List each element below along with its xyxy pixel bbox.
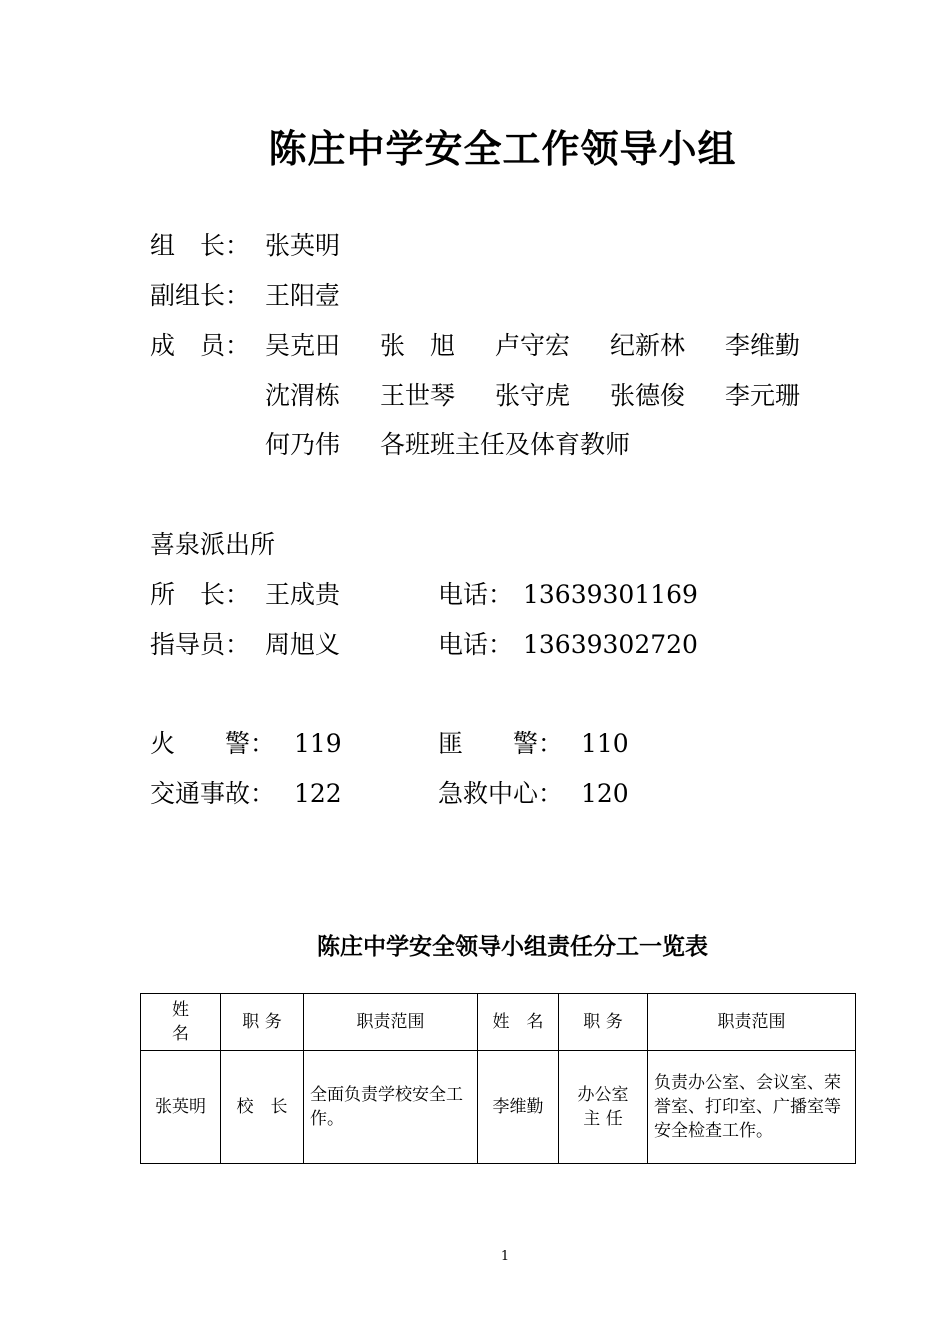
header-position-2: 职 务: [583, 1012, 623, 1032]
page-number: 1: [500, 1249, 510, 1264]
person-scope-2: 负责办公室、会议室、荣誉室、打印室、广播室等安全检查工作。: [654, 1073, 841, 1141]
table-row: [141, 1051, 856, 1164]
leader-name: 张英明: [265, 231, 341, 260]
header-name-2: 姓 名: [492, 1012, 544, 1032]
instructor-name: 周旭义: [265, 630, 341, 659]
person-position-2: 办公室 主 任: [577, 1085, 629, 1129]
first-aid-number: 120: [581, 779, 629, 808]
table-cell: [221, 1051, 304, 1164]
table-cell: [648, 1051, 856, 1164]
person-name-2: 李维勤: [492, 1097, 544, 1117]
police-station-name: 喜泉派出所: [150, 530, 276, 559]
header-cell: [304, 994, 478, 1051]
traffic-label: 交通事故：: [150, 779, 276, 808]
table-cell: [559, 1051, 648, 1164]
members-label: 成 员：: [150, 331, 251, 360]
member-name: 李维勤: [725, 331, 801, 360]
instructor-label: 指导员：: [150, 630, 251, 659]
bandit-label: 匪 警：: [438, 729, 564, 758]
header-position: 职 务: [242, 1012, 282, 1032]
person-scope: 全面负责学校安全工作。: [310, 1085, 463, 1129]
member-name: 沈渭栋: [265, 381, 341, 410]
deputy-name: 王阳壹: [265, 281, 341, 310]
header-scope: 职责范围: [356, 1012, 425, 1032]
fire-number: 119: [294, 729, 342, 758]
member-name: 张守虎: [495, 381, 571, 410]
table-cell: [141, 1051, 221, 1164]
table-cell: [478, 1051, 559, 1164]
header-cell: [141, 994, 221, 1051]
header-name: 姓 名: [172, 1000, 189, 1044]
member-name: 王世琴: [380, 381, 456, 410]
leader-label: 组 长：: [150, 231, 251, 260]
member-name: 吴克田: [265, 331, 341, 360]
header-scope-2: 职责范围: [717, 1012, 786, 1032]
member-name: 纪新林: [610, 331, 686, 360]
member-name: 张德俊: [610, 381, 686, 410]
member-note: 各班班主任及体育教师: [380, 430, 631, 459]
member-name: 张 旭: [380, 331, 456, 360]
bandit-number: 110: [581, 729, 629, 758]
member-name: 卢守宏: [495, 331, 571, 360]
chief-phone: 13639301169: [523, 580, 698, 609]
header-cell: [559, 994, 648, 1051]
chief-name: 王成贵: [265, 580, 341, 609]
person-name: 张英明: [155, 1097, 206, 1117]
person-position: 校 长: [236, 1097, 288, 1117]
table-header-row: [141, 994, 856, 1051]
traffic-number: 122: [294, 779, 342, 808]
first-aid-label: 急救中心：: [438, 779, 564, 808]
instructor-phone: 13639302720: [523, 630, 698, 659]
responsibility-table: [140, 993, 856, 1164]
header-cell: [648, 994, 856, 1051]
table-title: 陈庄中学安全领导小组责任分工一览表: [317, 933, 708, 960]
chief-label: 所 长：: [150, 580, 251, 609]
header-cell: [221, 994, 304, 1051]
fire-label: 火 警：: [150, 729, 276, 758]
instructor-phone-label: 电话：: [438, 630, 514, 659]
document-title: 陈庄中学安全工作领导小组: [268, 126, 737, 171]
deputy-label: 副组长：: [150, 281, 251, 310]
table-cell: [304, 1051, 478, 1164]
member-name: 李元珊: [725, 381, 801, 410]
member-name: 何乃伟: [265, 430, 341, 459]
header-cell: [478, 994, 559, 1051]
chief-phone-label: 电话：: [438, 580, 514, 609]
